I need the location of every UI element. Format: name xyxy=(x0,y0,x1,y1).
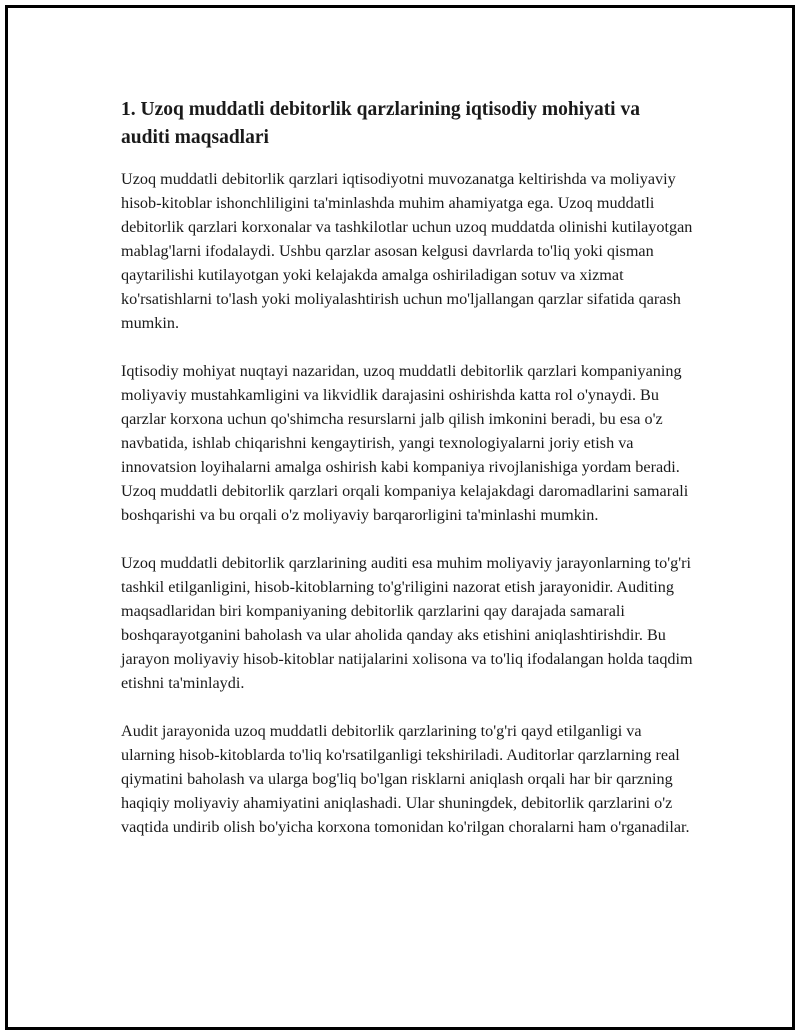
section-heading: 1. Uzoq muddatli debitorlik qarzlarining iqtisodiy mohiyati va auditi maqsadlari xyxy=(121,99,640,148)
paragraph-3: Uzoq muddatli debitorlik qarzlarining auditi esa muhim moliyaviy jarayonlarning to'g'ri tashkil etilganligini, hisob-kitoblarning to'g'riligini nazorat etish jarayonidir. Auditing maqsadlaridan biri kompaniyaning debitorlik qarzlarini qay darajada samarali boshqarayotganini baholash va ular aholida qanday aks etishini aniqlashtirishdir. Bu jarayon moliyaviy hisob-kitoblar natijalarini xolisona va to'liq ifodalangan holda taqdim etishni ta'minlaydi. xyxy=(121,554,693,692)
page-frame xyxy=(5,5,795,1030)
paragraph-4: Audit jarayonida uzoq muddatli debitorlik qarzlarining to'g'ri qayd etilganligi va ularning hisob-kitoblarda to'liq ko'rsatilganligi tekshiriladi. Auditorlar qarzlarning real qiymatini baholash va ularga bog'liq bo'lgan risklarni aniqlash orqali har bir qarzning haqiqiy moliyaviy ahamiyatini aniqlashadi. Ular shuningdek, debitorlik qarzlarini o'z vaqtida undirib olish bo'yicha korxona tomonidan ko'rilgan choralarni ham o'rganadilar. xyxy=(121,722,690,836)
document-body xyxy=(121,96,693,863)
paragraph-2: Iqtisodiy mohiyat nuqtayi nazaridan, uzoq muddatli debitorlik qarzlari kompaniyaning moliyaviy mustahkamligini va likvidlik darajasini oshirishda katta rol o'ynaydi. Bu qarzlar korxona uchun qo'shimcha resurslarni jalb qilish imkonini beradi, bu esa o'z navbatida, ishlab chiqarishni kengaytirish, yangi texnologiyalarni joriy etish va innovatsion loyihalarni amalga oshirish kabi kompaniya rivojlanishiga yordam beradi. Uzoq muddatli debitorlik qarzlari orqali kompaniya kelajakdagi daromadlarini samarali boshqarishi va bu orqali o'z moliyaviy barqarorligini ta'minlashi mumkin. xyxy=(121,362,689,524)
paragraph-1: Uzoq muddatli debitorlik qarzlari iqtisodiyotni muvozanatga keltirishda va moliyaviy hisob-kitoblar ishonchliligini ta'minlashda muhim ahamiyatga ega. Uzoq muddatli debitorlik qarzlari korxonalar va tashkilotlar uchun uzoq muddatda olinishi kutilayotgan mablag'larni ifodalaydi. Ushbu qarzlar asosan kelgusi davrlarda to'liq yoki qisman qaytarilishi kutilayotgan yoki kelajakda amalga oshiriladigan sotuv va xizmat ko'rsatishlarni to'lash yoki moliyalashtirish uchun mo'ljallangan qarzlar sifatida qarash mumkin. xyxy=(121,170,693,332)
